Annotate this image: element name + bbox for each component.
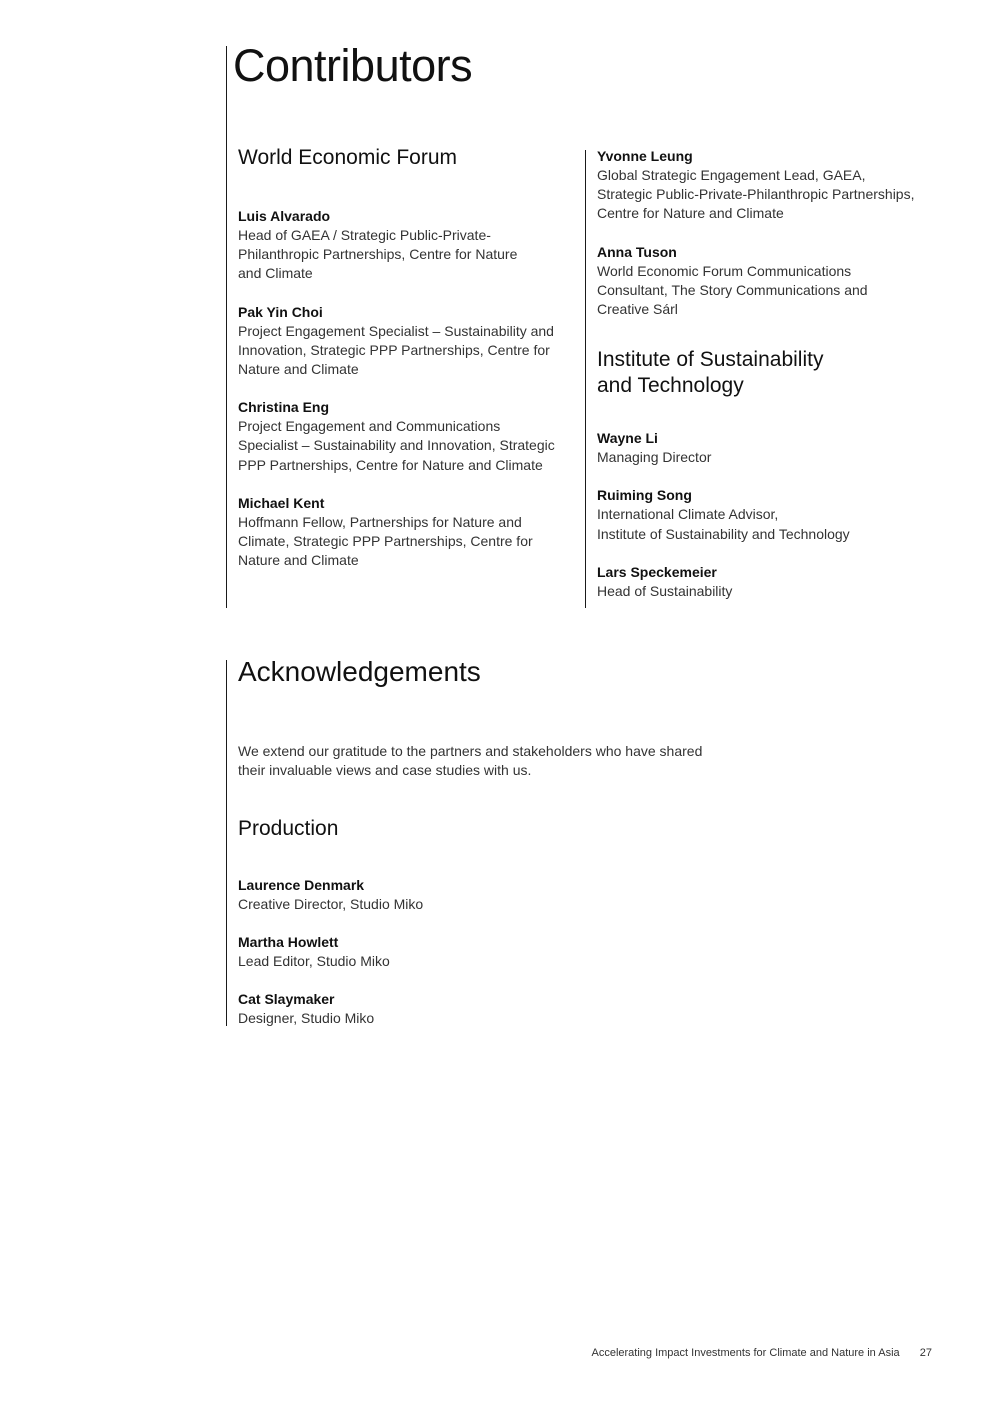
person-role: Head of GAEA / Strategic Public-Private- Philanthropic Partnerships, Centre for Nature and Climate (238, 227, 518, 282)
person-entry (597, 429, 947, 467)
person-name: Laurence Denmark (238, 877, 365, 893)
person-entry (238, 303, 578, 380)
right-column (597, 147, 947, 620)
person-role: International Climate Advisor, Institute of Sustainability and Technology (597, 506, 850, 542)
person-name: Anna Tuson (597, 243, 677, 260)
person-role: Head of Sustainability (597, 582, 733, 599)
person-role: Creative Director, Studio Miko (238, 896, 424, 912)
ist-heading-line1: Institute of Sustainability (597, 348, 824, 372)
person-entry (238, 876, 638, 914)
page-number: 27 (919, 1347, 932, 1359)
person-entry (597, 147, 947, 224)
person-entry (597, 486, 947, 543)
person-name: Martha Howlett (238, 934, 339, 951)
person-role: Lead Editor, Studio Miko (238, 953, 390, 970)
acknowledgements-title: Acknowledgements (238, 656, 481, 687)
person-entry (238, 933, 638, 971)
person-name: Luis Alvarado (238, 208, 331, 224)
production-section (238, 816, 638, 1048)
person-role: Global Strategic Engagement Lead, GAEA, Strategic Public-Private-Philanthropic Partnerships, Centre for Nature and Climate (597, 167, 915, 222)
person-entry (597, 563, 947, 601)
production-heading: Production (238, 817, 339, 840)
person-role: Hoffmann Fellow, Partnerships for Nature and Climate, Strategic PPP Partnerships, Centre for Nature and Climate (238, 513, 533, 569)
wef-column (238, 145, 578, 589)
person-name: Cat Slaymaker (238, 991, 335, 1008)
person-entry (238, 398, 578, 475)
person-role: World Economic Forum Communications Consultant, The Story Communications and Creative Sárl (597, 262, 868, 318)
page-title: Contributors (233, 40, 473, 91)
acknowledgements-left-rule (226, 660, 227, 1026)
person-role: Managing Director (597, 449, 712, 466)
contributors-column-rule (585, 150, 586, 608)
person-role: Project Engagement Specialist – Sustainability and Innovation, Strategic PPP Partnerships, Centre for Nature and Climate (238, 322, 554, 378)
footer-doc-title: Accelerating Impact Investments for Climate and Nature in Asia (591, 1347, 900, 1359)
person-name: Wayne Li (597, 430, 658, 447)
person-name: Lars Speckemeier (597, 563, 717, 580)
person-name: Yvonne Leung (597, 148, 693, 164)
footer (591, 1347, 932, 1359)
person-name: Christina Eng (238, 399, 330, 416)
person-name: Pak Yin Choi (238, 303, 323, 320)
ist-heading (597, 347, 947, 399)
wef-heading: World Economic Forum (238, 146, 458, 169)
contributors-left-rule (226, 46, 227, 608)
person-name: Ruiming Song (597, 487, 692, 504)
person-role: Project Engagement and Communications Specialist – Sustainability and Innovation, Strategic PPP Partnerships, Centre for Nature and Climate (238, 418, 555, 473)
ist-heading-line2: and Technology (597, 374, 744, 398)
acknowledgements-text: We extend our gratitude to the partners and stakeholders who have shared their invaluable views and case studies with us. (238, 743, 703, 779)
person-entry (238, 494, 578, 571)
person-entry (597, 243, 947, 320)
person-role: Designer, Studio Miko (238, 1010, 375, 1027)
person-entry (238, 207, 578, 284)
person-entry (238, 990, 638, 1028)
person-name: Michael Kent (238, 494, 325, 511)
